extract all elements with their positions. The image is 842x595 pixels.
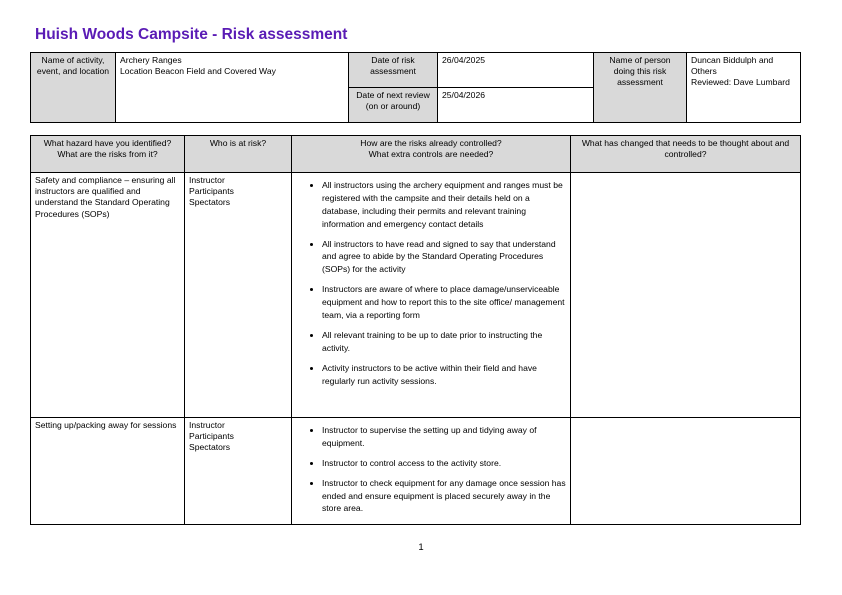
list-item: • Instructor to control access to the activity store. — [322, 457, 566, 470]
column-header-controls: How are the risks already controlled? What extra controls are needed? — [292, 136, 571, 173]
controls-cell — [292, 418, 571, 525]
table-row — [31, 173, 801, 418]
controls-list — [296, 424, 566, 515]
date-review-label: Date of next review (on or around) — [349, 88, 438, 123]
controls-list — [296, 179, 566, 387]
table-row — [31, 418, 801, 525]
hazard-cell: Setting up/packing away for sessions — [31, 418, 185, 525]
document-title: Huish Woods Campsite - Risk assessment — [35, 26, 348, 43]
person-value: Duncan Biddulph and Others Reviewed: Dave Lumbard — [687, 53, 801, 123]
column-header-hazard: What hazard have you identified? What are the risks from it? — [31, 136, 185, 173]
date-review-value: 25/04/2026 — [438, 88, 594, 123]
changed-cell — [571, 173, 801, 418]
date-risk-label: Date of risk assessment — [349, 53, 438, 88]
who-cell: Instructor Participants Spectators — [185, 418, 292, 525]
activity-location: Location Beacon Field and Covered Way — [120, 66, 276, 77]
list-item: • All instructors using the archery equipment and ranges must be registered with the campsite and their details held on a database, including their permits and relevant training information and emergency contact details — [322, 179, 566, 231]
column-header-changed: What has changed that needs to be thought about and controlled? — [571, 136, 801, 173]
list-item: • Activity instructors to be active within their field and have regularly run activity sessions. — [322, 362, 566, 388]
list-item: • All relevant training to be up to date prior to instructing the activity. — [322, 329, 566, 355]
risk-table — [30, 135, 801, 525]
activity-name: Archery Ranges — [120, 55, 182, 65]
hazard-cell: Safety and compliance – ensuring all instructors are qualified and understand the Standard Operating Procedures (SOPs) — [31, 173, 185, 418]
date-risk-value: 26/04/2025 — [438, 53, 594, 88]
person-label: Name of person doing this risk assessment — [594, 53, 687, 123]
page-number: 1 — [418, 542, 424, 553]
activity-label: Name of activity, event, and location — [31, 53, 116, 123]
who-cell: Instructor Participants Spectators — [185, 173, 292, 418]
controls-cell — [292, 173, 571, 418]
column-header-who: Who is at risk? — [185, 136, 292, 173]
list-item: • All instructors to have read and signed to say that understand and agree to abide by the Standard Operating Procedures (SOPs) for the activity — [322, 238, 566, 277]
list-item: • Instructor to check equipment for any damage once session has ended and ensure equipment is placed securely away in the store area. — [322, 477, 566, 516]
changed-cell — [571, 418, 801, 525]
list-item: • Instructors are aware of where to place damage/unserviceable equipment and how to report this to the site office/ management team, via a reporting form — [322, 283, 566, 322]
list-item: • Instructor to supervise the setting up and tidying away of equipment. — [322, 424, 566, 450]
activity-value — [116, 53, 349, 123]
header-table — [30, 52, 801, 123]
